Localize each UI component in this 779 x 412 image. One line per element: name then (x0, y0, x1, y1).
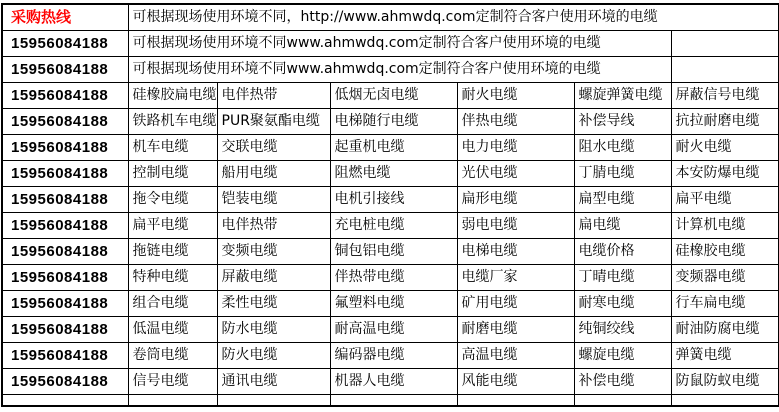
empty-cell (2, 395, 128, 407)
desc-row (2, 57, 779, 83)
product-link[interactable]: 行车扁电缆 (671, 291, 779, 317)
product-link[interactable]: 补偿电缆 (574, 369, 671, 395)
product-row (2, 161, 779, 187)
product-link[interactable]: 计算机电缆 (671, 213, 779, 239)
product-link[interactable]: 阻水电缆 (574, 135, 671, 161)
product-link[interactable]: 防火电缆 (217, 343, 330, 369)
product-link[interactable]: 变频器电缆 (671, 265, 779, 291)
hotline-phone: 15956084188 (2, 83, 128, 109)
product-link[interactable]: 通讯电缆 (217, 369, 330, 395)
empty-cell (671, 395, 779, 407)
empty-cell (671, 31, 779, 57)
product-link[interactable]: 高温电缆 (457, 343, 574, 369)
hotline-phone: 15956084188 (2, 187, 128, 213)
product-link[interactable]: 铁路机车电缆 (128, 109, 217, 135)
product-link[interactable]: 柔性电缆 (217, 291, 330, 317)
hotline-phone: 15956084188 (2, 369, 128, 395)
product-link[interactable]: 机车电缆 (128, 135, 217, 161)
product-link[interactable]: 耐寒电缆 (574, 291, 671, 317)
hotline-phone: 15956084188 (2, 57, 128, 83)
hotline-phone: 15956084188 (2, 161, 128, 187)
empty-bottom-row (2, 395, 779, 407)
hotline-phone: 15956084188 (2, 31, 128, 57)
product-row (2, 109, 779, 135)
empty-cell (457, 395, 574, 407)
product-link[interactable]: 低烟无卤电缆 (330, 83, 457, 109)
product-link[interactable]: 电力电缆 (457, 135, 574, 161)
product-link[interactable]: 氟塑料电缆 (330, 291, 457, 317)
product-link[interactable]: 变频电缆 (217, 239, 330, 265)
product-link[interactable]: 光伏电缆 (457, 161, 574, 187)
product-link[interactable]: 耐高温电缆 (330, 317, 457, 343)
product-link[interactable]: 硅橡胶电缆 (671, 239, 779, 265)
hotline-phone: 15956084188 (2, 239, 128, 265)
product-link[interactable]: 伴热电缆 (457, 109, 574, 135)
product-link[interactable]: 扁平电缆 (671, 187, 779, 213)
product-row (2, 291, 779, 317)
product-rows-body (2, 83, 779, 395)
product-link[interactable]: 电伴热带 (217, 213, 330, 239)
hotline-row (2, 4, 779, 31)
product-link[interactable]: 特种电缆 (128, 265, 217, 291)
product-link[interactable]: 电梯随行电缆 (330, 109, 457, 135)
product-link[interactable]: 弱电电缆 (457, 213, 574, 239)
hotline-phone: 15956084188 (2, 213, 128, 239)
hotline-phone: 15956084188 (2, 265, 128, 291)
product-link[interactable]: 扁电缆 (574, 213, 671, 239)
product-link[interactable]: 充电桩电缆 (330, 213, 457, 239)
product-link[interactable]: 耐磨电缆 (457, 317, 574, 343)
product-link[interactable]: 铠装电缆 (217, 187, 330, 213)
product-link[interactable]: 丁腈电缆 (574, 161, 671, 187)
product-link[interactable]: 阻燃电缆 (330, 161, 457, 187)
product-link[interactable]: 船用电缆 (217, 161, 330, 187)
product-row (2, 213, 779, 239)
product-link[interactable]: 弹簧电缆 (671, 343, 779, 369)
hotline-phone: 15956084188 (2, 135, 128, 161)
product-link[interactable]: 起重机电缆 (330, 135, 457, 161)
product-row (2, 265, 779, 291)
product-link[interactable]: 屏蔽信号电缆 (671, 83, 779, 109)
product-links-table (1, 3, 779, 407)
product-link[interactable]: 电缆价格 (574, 239, 671, 265)
product-link[interactable]: 耐火电缆 (671, 135, 779, 161)
custom-cable-note: 可根据现场使用环境不同www.ahmwdq.com定制符合客户使用环境的电缆 (128, 31, 671, 57)
product-link[interactable]: 电缆厂家 (457, 265, 574, 291)
hotline-phone: 15956084188 (2, 109, 128, 135)
product-link[interactable]: 硅橡胶扁电缆 (128, 83, 217, 109)
product-link[interactable]: 扁形电缆 (457, 187, 574, 213)
product-link[interactable]: 拖令电缆 (128, 187, 217, 213)
hotline-phone: 15956084188 (2, 291, 128, 317)
product-link[interactable]: 耐油防腐电缆 (671, 317, 779, 343)
empty-cell (330, 395, 457, 407)
product-link[interactable]: 抗拉耐磨电缆 (671, 109, 779, 135)
product-link[interactable]: 耐火电缆 (457, 83, 574, 109)
product-link[interactable]: 拖链电缆 (128, 239, 217, 265)
product-link[interactable]: 伴热带电缆 (330, 265, 457, 291)
product-row (2, 187, 779, 213)
product-link[interactable]: 铜包铝电缆 (330, 239, 457, 265)
product-row (2, 83, 779, 109)
product-link[interactable]: 电梯电缆 (457, 239, 574, 265)
empty-cell (128, 395, 217, 407)
product-link[interactable]: 扁平电缆 (128, 213, 217, 239)
product-link[interactable]: 信号电缆 (128, 369, 217, 395)
empty-cell (671, 57, 779, 83)
product-link[interactable]: 补偿导线 (574, 109, 671, 135)
product-row (2, 317, 779, 343)
product-link[interactable]: 丁晴电缆 (574, 265, 671, 291)
product-row (2, 135, 779, 161)
custom-cable-note-with-url: 可根据现场使用环境不同，http://www.ahmwdq.com定制符合客户使用环境的电缆 (128, 4, 779, 31)
hotline-label: 采购热线 (2, 4, 128, 31)
product-link[interactable]: 机器人电缆 (330, 369, 457, 395)
custom-cable-note: 可根据现场使用环境不同www.ahmwdq.com定制符合客户使用环境的电缆 (128, 57, 671, 83)
product-link[interactable]: 电机引接线 (330, 187, 457, 213)
product-link[interactable]: 矿用电缆 (457, 291, 574, 317)
product-link[interactable]: 本安防爆电缆 (671, 161, 779, 187)
product-link[interactable]: 电伴热带 (217, 83, 330, 109)
product-row (2, 239, 779, 265)
product-link[interactable]: 组合电缆 (128, 291, 217, 317)
product-row (2, 343, 779, 369)
product-row (2, 369, 779, 395)
product-link[interactable]: 交联电缆 (217, 135, 330, 161)
product-link[interactable]: 纯铜绞线 (574, 317, 671, 343)
product-link[interactable]: 防水电缆 (217, 317, 330, 343)
product-link[interactable]: 扁型电缆 (574, 187, 671, 213)
product-link[interactable]: 编码器电缆 (330, 343, 457, 369)
product-link[interactable]: 螺旋弹簧电缆 (574, 83, 671, 109)
empty-cell (574, 395, 671, 407)
empty-cell (217, 395, 330, 407)
product-link[interactable]: 屏蔽电缆 (217, 265, 330, 291)
hotline-phone: 15956084188 (2, 343, 128, 369)
product-link[interactable]: 低温电缆 (128, 317, 217, 343)
product-link[interactable]: 控制电缆 (128, 161, 217, 187)
hotline-phone: 15956084188 (2, 317, 128, 343)
product-link[interactable]: 卷筒电缆 (128, 343, 217, 369)
product-link[interactable]: 螺旋电缆 (574, 343, 671, 369)
product-link[interactable]: 风能电缆 (457, 369, 574, 395)
desc-row (2, 31, 779, 57)
product-link[interactable]: PUR聚氨酯电缆 (217, 109, 330, 135)
product-link[interactable]: 防鼠防蚁电缆 (671, 369, 779, 395)
